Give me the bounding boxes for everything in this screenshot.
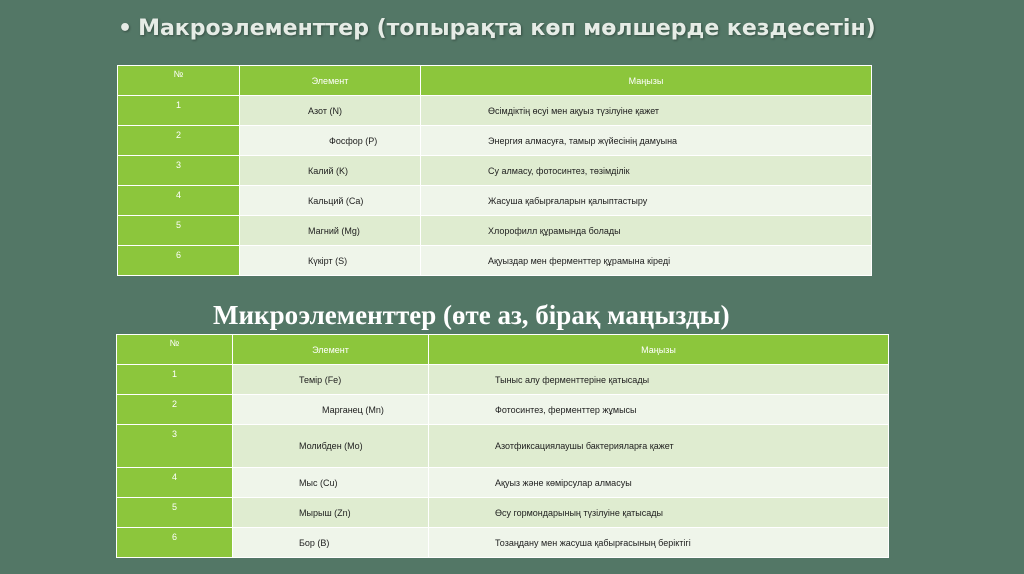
table-row	[118, 186, 872, 216]
table-row	[118, 216, 872, 246]
significance-cell: Жасуша қабырғаларын қалыптастыру	[421, 186, 872, 216]
bullet-icon: •	[118, 16, 133, 41]
header-number: №	[118, 66, 240, 96]
microelements-table	[116, 334, 889, 558]
table-header-row	[118, 66, 872, 96]
table-row	[117, 528, 889, 558]
row-number: 4	[117, 468, 233, 498]
significance-cell: Азотфиксациялаушы бактерияларға қажет	[429, 425, 889, 468]
row-number: 5	[118, 216, 240, 246]
table-row	[118, 126, 872, 156]
significance-cell: Тозаңдану мен жасуша қабырғасының беріктігі	[429, 528, 889, 558]
macroelements-heading-text: Макроэлементтер (топырақта көп мөлшерде кездесетін)	[138, 16, 876, 41]
row-number: 6	[118, 246, 240, 276]
row-number: 4	[118, 186, 240, 216]
significance-cell: Ақуыздар мен ферменттер құрамына кіреді	[421, 246, 872, 276]
row-number: 1	[117, 365, 233, 395]
table-row	[118, 246, 872, 276]
table-row	[117, 498, 889, 528]
element-cell: Азот (N)	[240, 96, 421, 126]
row-number: 6	[117, 528, 233, 558]
significance-cell: Ақуыз және көмірсулар алмасуы	[429, 468, 889, 498]
table-header-row	[117, 335, 889, 365]
table-row	[117, 395, 889, 425]
significance-cell: Тыныс алу ферменттеріне қатысады	[429, 365, 889, 395]
table-row	[118, 96, 872, 126]
header-significance: Маңызы	[421, 66, 872, 96]
element-cell: Күкірт (S)	[240, 246, 421, 276]
significance-cell: Хлорофилл құрамында болады	[421, 216, 872, 246]
macroelements-heading	[118, 16, 876, 41]
header-element: Элемент	[233, 335, 429, 365]
significance-cell: Фотосинтез, ферменттер жұмысы	[429, 395, 889, 425]
element-cell: Калий (K)	[240, 156, 421, 186]
significance-cell: Энергия алмасуға, тамыр жүйесінің дамуына	[421, 126, 872, 156]
element-cell: Магний (Mg)	[240, 216, 421, 246]
element-cell: Темір (Fe)	[233, 365, 429, 395]
element-cell: Бор (B)	[233, 528, 429, 558]
microelements-heading: Микроэлементтер (өте аз, бірақ маңызды)	[213, 300, 730, 330]
row-number: 1	[118, 96, 240, 126]
row-number: 2	[117, 395, 233, 425]
significance-cell: Өсімдіктің өсуі мен ақуыз түзілуіне қажет	[421, 96, 872, 126]
significance-cell: Өсу гормондарының түзілуіне қатысады	[429, 498, 889, 528]
table-row	[117, 365, 889, 395]
element-cell: Марганец (Mn)	[233, 395, 429, 425]
macroelements-table	[117, 65, 872, 276]
row-number: 5	[117, 498, 233, 528]
row-number: 3	[117, 425, 233, 468]
element-cell: Кальций (Ca)	[240, 186, 421, 216]
header-element: Элемент	[240, 66, 421, 96]
significance-cell: Су алмасу, фотосинтез, төзімділік	[421, 156, 872, 186]
header-number: №	[117, 335, 233, 365]
row-number: 2	[118, 126, 240, 156]
element-cell: Мырыш (Zn)	[233, 498, 429, 528]
table-row	[117, 468, 889, 498]
element-cell: Мыс (Cu)	[233, 468, 429, 498]
element-cell: Молибден (Mo)	[233, 425, 429, 468]
element-cell: Фосфор (P)	[240, 126, 421, 156]
table-row	[117, 425, 889, 468]
row-number: 3	[118, 156, 240, 186]
table-row	[118, 156, 872, 186]
header-significance: Маңызы	[429, 335, 889, 365]
